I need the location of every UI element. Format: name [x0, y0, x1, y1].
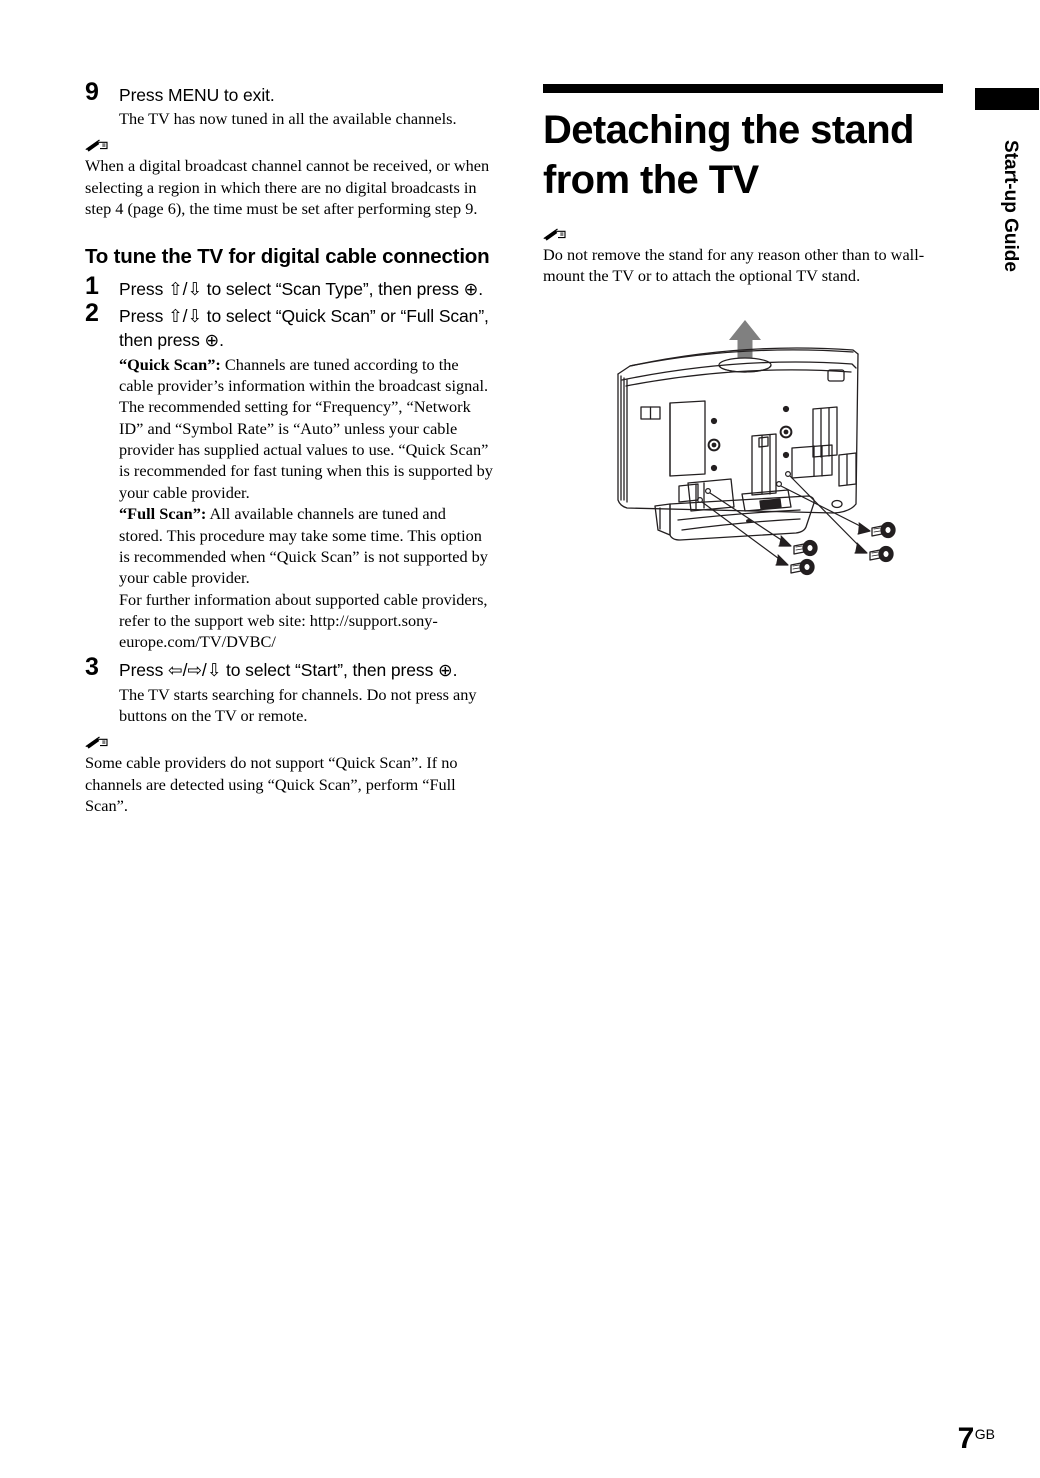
enter-circle-plus-icon: ⊕	[437, 660, 453, 681]
page-title: Detaching the stand from the TV	[543, 108, 914, 203]
step-3-text-b: to select “Start”, then press	[221, 659, 438, 680]
sub-heading-digital-cable: To tune the TV for digital cable connection	[85, 245, 490, 269]
step-2-slash: /	[182, 305, 188, 326]
step-3	[85, 652, 493, 727]
step-2-text-c: .	[219, 329, 224, 350]
step-3-detail: The TV starts searching for channels. Do not press any buttons on the TV or remote.	[119, 684, 477, 725]
step-2-number: 2	[85, 298, 99, 327]
step-1-text-a: Press	[119, 279, 168, 300]
note-stand	[543, 228, 943, 287]
step-2	[85, 298, 493, 653]
side-tab-bar	[975, 88, 1039, 110]
screw-icon	[791, 560, 814, 575]
step-9	[85, 78, 493, 129]
tv-rear-stand-removal-diagram	[600, 308, 910, 588]
arrow-up-icon: ⇧	[168, 306, 183, 327]
arrow-down-icon: ⇩	[187, 306, 202, 327]
step-2-instruction	[119, 305, 493, 353]
arrow-up-icon: ⇧	[168, 280, 183, 301]
step-3-slash-2: /	[201, 659, 207, 680]
step-1-text-c: .	[478, 279, 483, 300]
page-suffix: GB	[974, 1426, 995, 1442]
page-number: 7	[957, 1422, 974, 1455]
note-pencil-icon	[85, 139, 111, 154]
step-3-text-c: .	[452, 659, 458, 680]
enter-circle-plus-icon: ⊕	[463, 280, 479, 301]
quick-scan-text: Channels are tuned according to the cable provider’s information within the broadcast signal. The recommended setting for “Frequency”, “Network ID” and “Symbol Rate” is “Auto” unless your cable provider has supplied actual values to use. “Quick Scan” is recommended for fast tuning when this is supported by your cable provider.	[119, 354, 493, 502]
heading-rule	[543, 84, 943, 93]
note-stand-text: Do not remove the stand for any reason other than to wall-mount the TV or to attach the optional TV stand.	[543, 244, 925, 286]
step-1-slash: /	[182, 279, 188, 300]
step-1-instruction	[119, 278, 493, 302]
step-3-text-a: Press	[119, 659, 168, 680]
side-tab-label: Start-up Guide	[1000, 140, 1021, 272]
screw-icon	[872, 523, 895, 538]
step-9-number: 9	[85, 78, 99, 106]
enter-circle-plus-icon: ⊕	[204, 330, 220, 351]
arrow-down-icon: ⇩	[206, 660, 222, 681]
screw-removal-arrow	[790, 476, 867, 553]
quick-scan-label: “Quick Scan”:	[119, 354, 221, 374]
step-9-instruction: Press MENU to exit.	[119, 85, 275, 105]
step-3-slash-1: /	[182, 659, 188, 680]
further-info-text: For further information about supported cable providers, refer to the support web site: http://support.sony-europe.com/TV/DVBC/	[119, 589, 488, 652]
step-1	[85, 272, 493, 302]
step-2-text-a: Press	[119, 305, 168, 326]
right-column	[543, 84, 943, 294]
screw-icon	[794, 541, 817, 556]
note-2-text: Some cable providers do not support “Quick Scan”. If no channels are detected using “Quick Scan”, perform “Full Scan”.	[85, 753, 458, 816]
step-2-detail	[119, 354, 493, 653]
step-9-detail: The TV has now tuned in all the available channels.	[119, 109, 457, 129]
full-scan-text: All available channels are tuned and stored. This procedure may take some time. This option is recommended when “Quick Scan” is not supported by your cable provider.	[119, 504, 488, 588]
page-footer	[958, 1422, 995, 1456]
arrow-down-icon: ⇩	[187, 280, 202, 301]
note-1	[85, 139, 493, 219]
step-3-number: 3	[85, 652, 99, 681]
side-tab	[975, 88, 1039, 272]
step-1-number: 1	[85, 272, 99, 301]
step-2-text-b: to select “Quick Scan” or “Full Scan”, then press	[119, 305, 489, 350]
step-1-text-b: to select “Scan Type”, then press	[201, 279, 464, 300]
full-scan-label: “Full Scan”:	[119, 504, 207, 524]
arrow-right-icon: ⇨	[187, 660, 202, 681]
step-3-instruction	[119, 659, 493, 683]
arrow-left-icon: ⇦	[168, 660, 183, 681]
note-pencil-icon	[543, 228, 569, 243]
note-2	[85, 736, 493, 816]
note-pencil-icon	[85, 736, 111, 751]
left-column	[85, 78, 493, 824]
screw-icon	[870, 547, 893, 562]
note-1-text: When a digital broadcast channel cannot be received, or when selecting a region in which there are no digital broadcasts in step 4 (page 6), the time must be set after performing step 9.	[85, 156, 490, 219]
